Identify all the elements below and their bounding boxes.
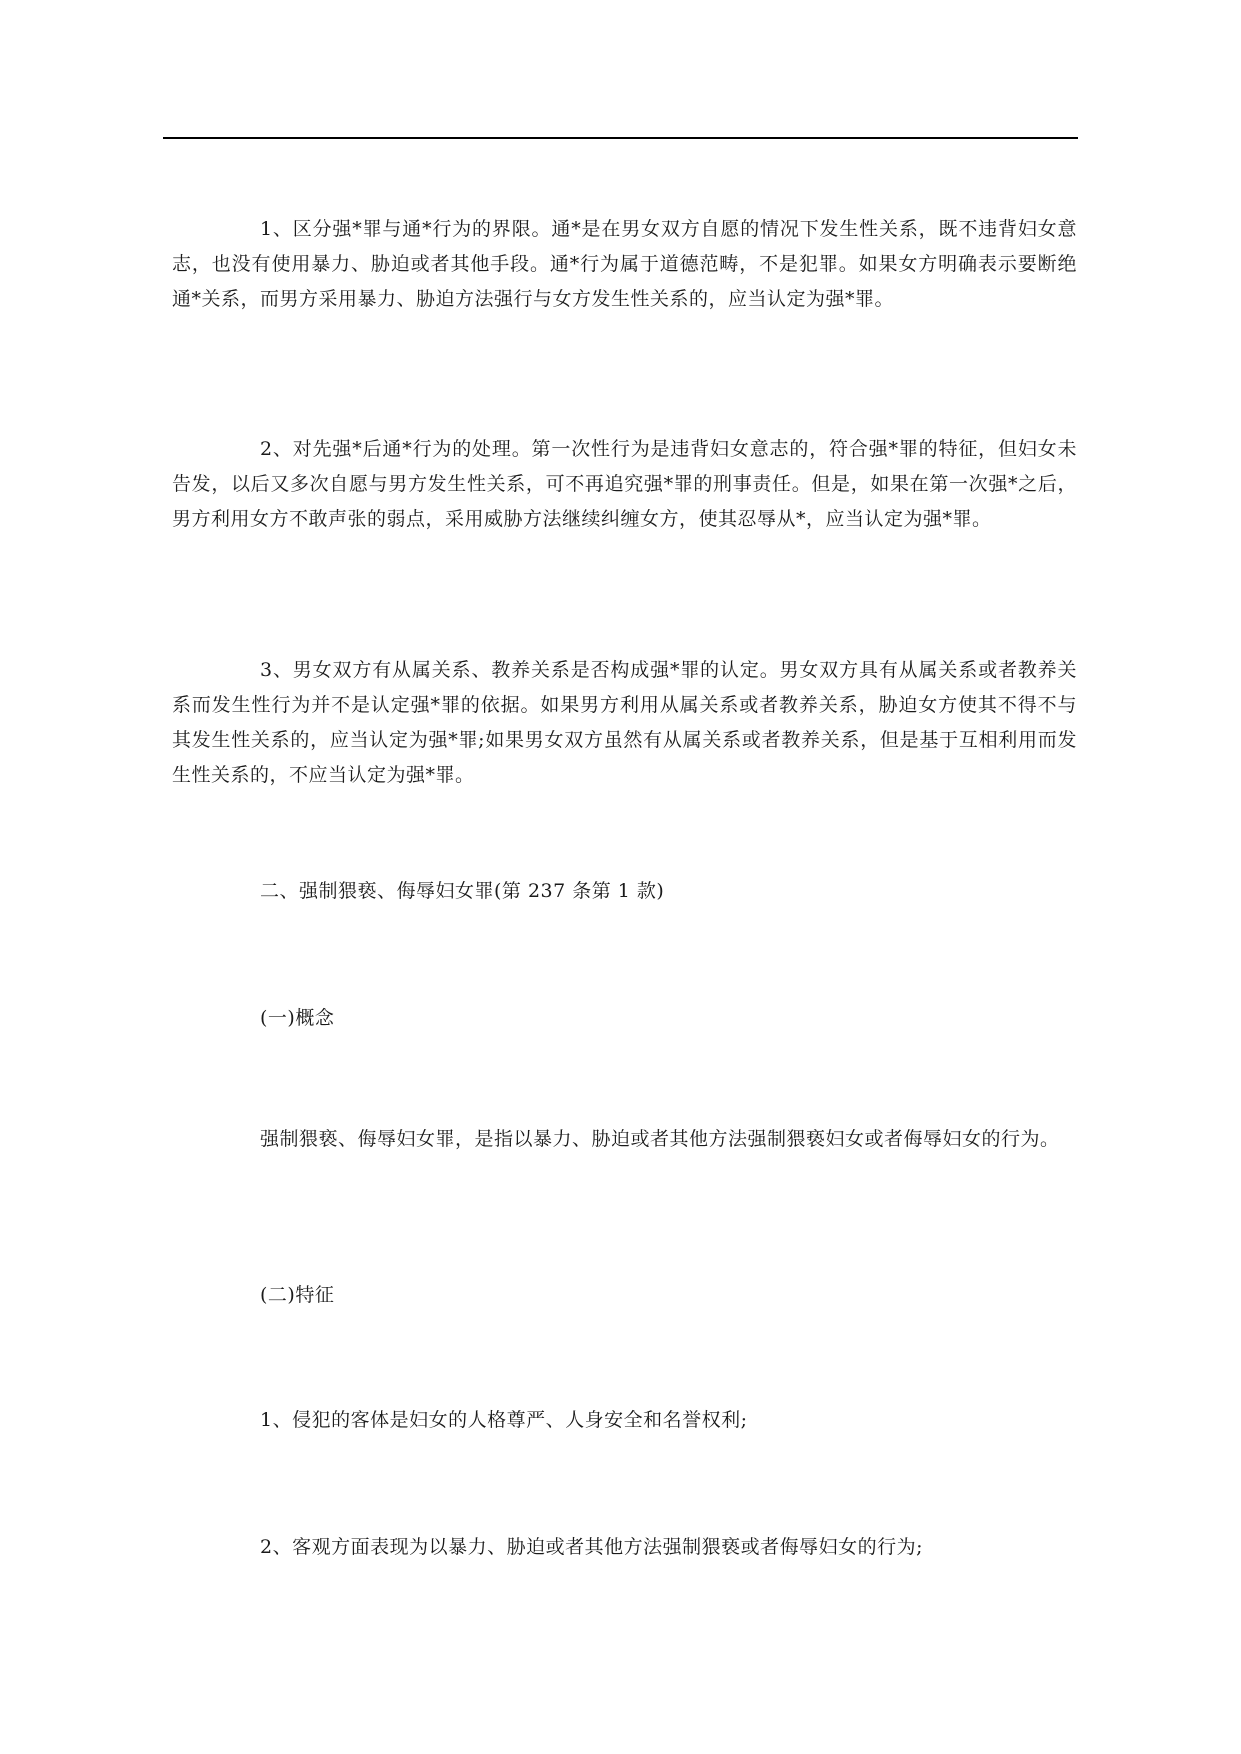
subheading-concept: (一)概念: [260, 1007, 335, 1029]
header-rule: [163, 137, 1078, 139]
subheading-characteristics: (二)特征: [260, 1284, 335, 1306]
paragraph-rape-then-adultery: 2、对先强*后通*行为的处理。第一次性行为是违背妇女意志的，符合强*罪的特征，但妇女未告发，以后又多次自愿与男方发生性关系，可不再追究强*罪的刑事责任。但是，如果在第一次强*之后，男方利用女方不敢声张的弱点，采用威胁方法继续纠缠女方，使其忍辱从*，应当认定为强*罪。: [172, 438, 1077, 530]
section-heading-indecency-crime: 二、强制猥亵、侮辱妇女罪(第 237 条第 1 款): [260, 880, 665, 902]
paragraph-distinction-adultery: 1、区分强*罪与通*行为的界限。通*是在男女双方自愿的情况下发生性关系，既不违背妇女意志，也没有使用暴力、胁迫或者其他手段。通*行为属于道德范畴，不是犯罪。如果女方明确表示要断绝通*关系，而男方采用暴力、胁迫方法强行与女方发生性关系的，应当认定为强*罪。: [172, 218, 1077, 310]
list-item-objective-aspect: 2、客观方面表现为以暴力、胁迫或者其他方法强制猥亵或者侮辱妇女的行为;: [260, 1536, 923, 1558]
paragraph-subordinate-relationship: 3、男女双方有从属关系、教养关系是否构成强*罪的认定。男女双方具有从属关系或者教养关系而发生性行为并不是认定强*罪的依据。如果男方利用从属关系或者教养关系，胁迫女方使其不得不与其发生性关系的，应当认定为强*罪;如果男女双方虽然有从属关系或者教养关系，但是基于互相利用而发生性关系的，不应当认定为强*罪。: [172, 659, 1077, 786]
paragraph-concept-definition: 强制猥亵、侮辱妇女罪，是指以暴力、胁迫或者其他方法强制猥亵妇女或者侮辱妇女的行为。: [260, 1128, 1060, 1150]
list-item-object: 1、侵犯的客体是妇女的人格尊严、人身安全和名誉权利;: [260, 1409, 748, 1431]
